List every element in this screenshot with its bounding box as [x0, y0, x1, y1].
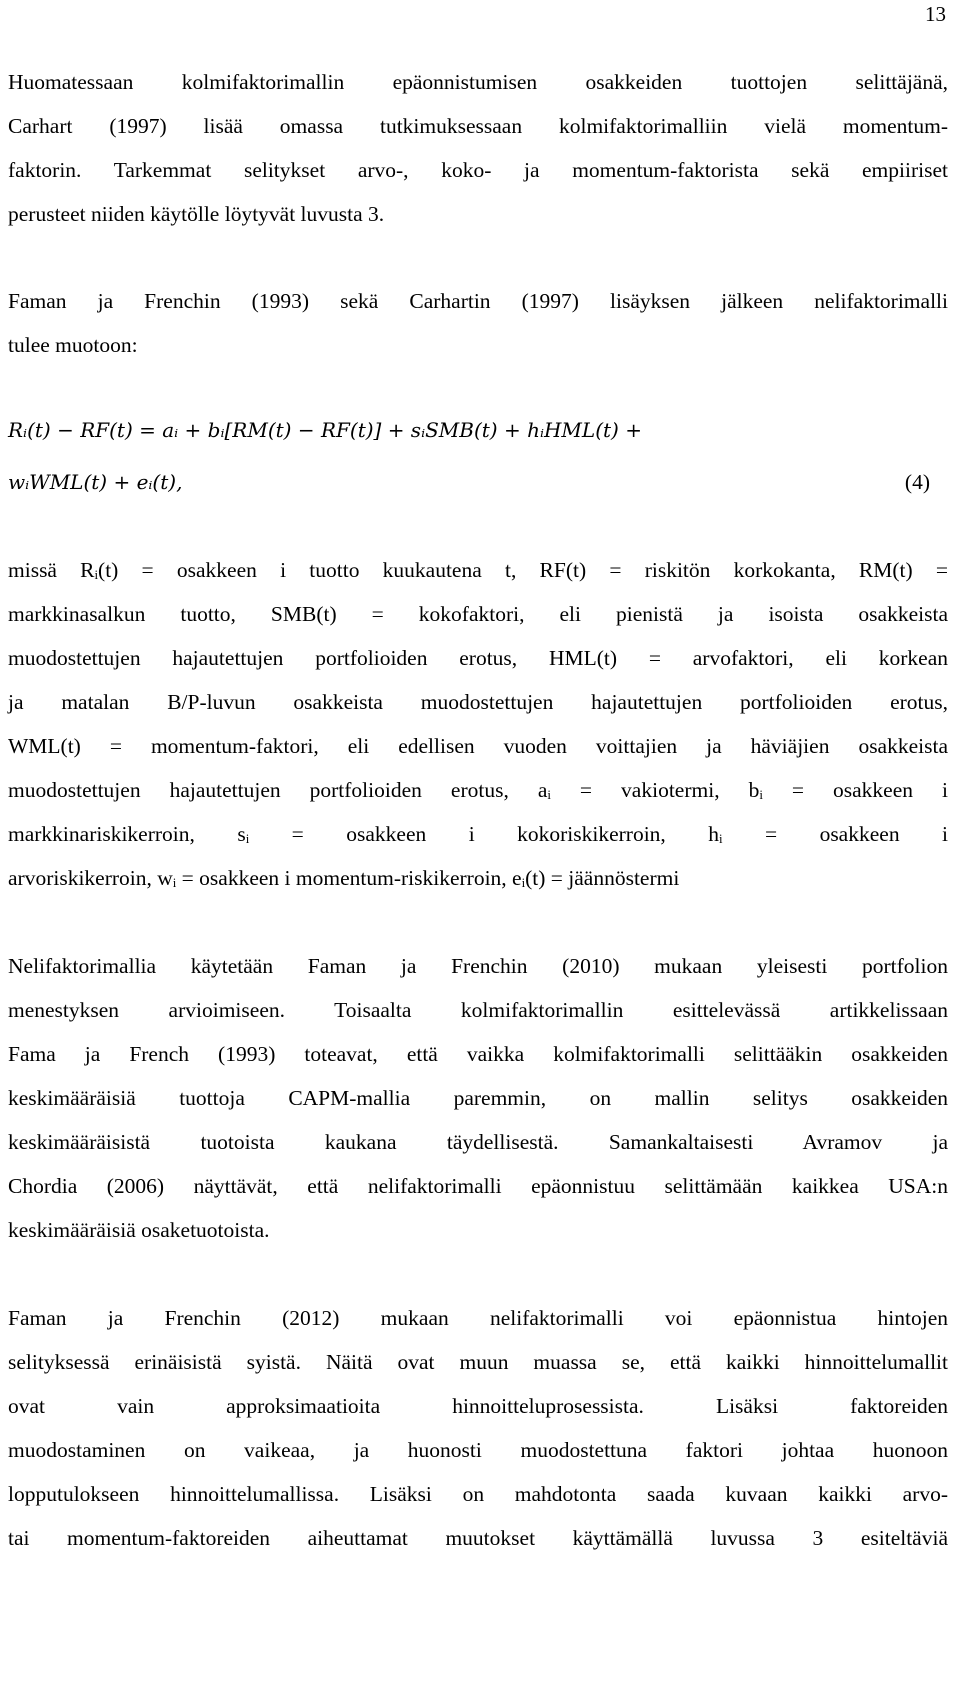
text-line: ovat vain approksimaatioita hinnoitteluprosessista. Lisäksi faktoreiden [8, 1394, 948, 1418]
text-line: selityksessä erinäisistä syistä. Näitä ovat muun muassa se, että kaikki hinnoittelumallit [8, 1350, 948, 1374]
text-line: tai momentum-faktoreiden aiheuttamat muutokset käyttämällä luvussa 3 esiteltäviä [8, 1526, 948, 1550]
text-line: faktorin. Tarkemmat selitykset arvo-, koko- ja momentum-faktorista sekä empiiriset [8, 158, 948, 182]
text-line: Huomatessaan kolmifaktorimallin epäonnistumisen osakkeiden tuottojen selittäjänä, [8, 70, 948, 94]
text-line: tulee muotoon: [8, 333, 138, 357]
text-line: WML(t) = momentum-faktori, eli edellisen vuoden voittajien ja häviäjien osakkeista [8, 734, 948, 758]
text-line: muodostaminen on vaikeaa, ja huonosti muodostettuna faktori johtaa huonoon [8, 1438, 948, 1462]
equation-line-2 [8, 467, 948, 497]
text-line: markkinasalkun tuotto, SMB(t) = kokofaktori, eli pienistä ja isoista osakkeista [8, 602, 948, 626]
text-line: ja matalan B/P-luvun osakkeista muodostettujen hajautettujen portfolioiden erotus, [8, 690, 948, 714]
text-line: keskimääräisiä osaketuotoista. [8, 1218, 270, 1242]
text-line: muodostettujen hajautettujen portfolioiden erotus, HML(t) = arvofaktori, eli korkean [8, 646, 948, 670]
equation-line-1: Rᵢ(t) − RF(t) = aᵢ + bᵢ[RM(t) − RF(t)] + sᵢSMB(t) + hᵢHML(t) + [8, 418, 642, 442]
text-line: Faman ja Frenchin (1993) sekä Carhartin (1997) lisäyksen jälkeen nelifaktorimalli [8, 289, 948, 313]
text-line: muodostettujen hajautettujen portfolioiden erotus, aᵢ = vakiotermi, bᵢ = osakkeen i [8, 778, 948, 802]
text-line: Faman ja Frenchin (2012) mukaan nelifaktorimalli voi epäonnistua hintojen [8, 1306, 948, 1330]
text-line: Chordia (2006) näyttävät, että nelifaktorimalli epäonnistuu selittämään kaikkea USA:n [8, 1174, 948, 1198]
text-line: keskimääräisiä tuottoja CAPM-mallia paremmin, on mallin selitys osakkeiden [8, 1086, 948, 1110]
text-line: keskimääräisistä tuotoista kaukana täydellisestä. Samankaltaisesti Avramov ja [8, 1130, 948, 1154]
page-number: 13 [925, 2, 946, 26]
text-line: arvoriskikerroin, wᵢ = osakkeen i momentum-riskikerroin, eᵢ(t) = jäännöstermi [8, 866, 680, 890]
text-line: perusteet niiden käytölle löytyvät luvusta 3. [8, 202, 385, 226]
text-line: menestyksen arvioimiseen. Toisaalta kolmifaktorimallin esittelevässä artikkelissaan [8, 998, 948, 1022]
equation-number: (4) [904, 470, 930, 494]
text-line: Carhart (1997) lisää omassa tutkimuksessaan kolmifaktorimalliin vielä momentum- [8, 114, 948, 138]
text-line: missä Rᵢ(t) = osakkeen i tuotto kuukautena t, RF(t) = riskitön korkokanta, RM(t) = [8, 558, 948, 582]
text-line: markkinariskikerroin, sᵢ = osakkeen i kokoriskikerroin, hᵢ = osakkeen i [8, 822, 948, 846]
text-line: lopputulokseen hinnoittelumallissa. Lisäksi on mahdotonta saada kuvaan kaikki arvo- [8, 1482, 948, 1506]
text-line: Nelifaktorimallia käytetään Faman ja Frenchin (2010) mukaan yleisesti portfolion [8, 954, 948, 978]
equation-line-2-text: wᵢWML(t) + eᵢ(t), [8, 470, 183, 494]
text-line: Fama ja French (1993) toteavat, että vaikka kolmifaktorimalli selittääkin osakkeiden [8, 1042, 948, 1066]
